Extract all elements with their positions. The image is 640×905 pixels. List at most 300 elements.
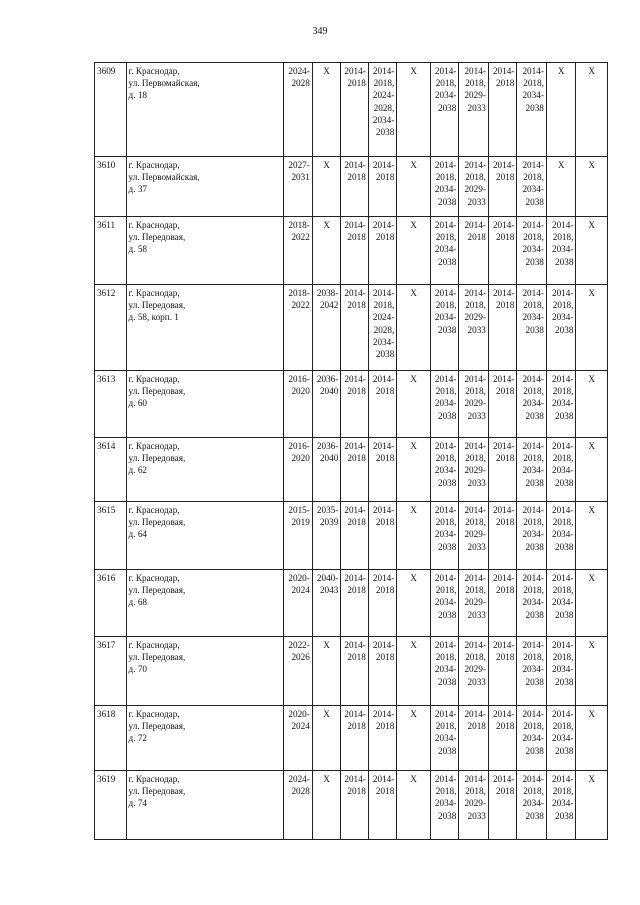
cell-line: 2022 (291, 232, 310, 243)
cell-line: 2018 (375, 232, 395, 243)
record-number: 3618 (95, 706, 127, 771)
cell-line: X (410, 441, 417, 451)
cell-line: 2038 (437, 102, 457, 113)
cell-line: 2018 (496, 232, 515, 243)
period-cell (312, 502, 341, 570)
address-line: д. 64 (128, 529, 148, 540)
cell-line: 2014- (434, 66, 457, 76)
not-applicable-cell (546, 63, 576, 157)
cell-line: 2034- (551, 664, 574, 675)
cell-line: 2033 (467, 810, 486, 821)
cell-line: 2014- (492, 374, 515, 384)
cell-line: X (557, 66, 565, 76)
cell-line: 2038 (555, 324, 574, 335)
cell-line: 2022 (291, 300, 310, 311)
record-number: 3614 (95, 438, 127, 502)
record-number: 3613 (95, 371, 127, 438)
cell-line: 2014- (464, 288, 486, 298)
not-applicable-cell (397, 217, 431, 285)
cell-line: 2018, (435, 585, 457, 596)
cell-line: 2014- (372, 66, 395, 76)
cell-line: 2034- (522, 529, 544, 540)
cell-line: 2014- (344, 774, 366, 784)
cell-line: 2014- (372, 774, 395, 784)
address-line: ул. Первомайская, (128, 172, 200, 183)
record-number: 3612 (95, 285, 127, 371)
cell-line: 2034- (434, 798, 457, 809)
cell-line: 2033 (467, 676, 486, 687)
cell-line: 2034- (551, 398, 574, 409)
cell-line: 2018, (523, 721, 544, 732)
cell-line: 2014- (372, 709, 395, 719)
table-body (95, 63, 608, 840)
address-cell (126, 771, 284, 840)
period-cell (517, 371, 547, 438)
cell-line: 2018, (523, 232, 544, 243)
cell-line: 2018 (347, 652, 366, 663)
cell-line: 2038 (525, 676, 544, 687)
period-cell (459, 217, 489, 285)
period-cell (430, 637, 459, 706)
address-cell (126, 570, 284, 637)
address-line: ул. Передовая, (128, 453, 186, 464)
cell-line: 2014- (464, 774, 486, 784)
cell-line: 2018, (552, 386, 574, 397)
cell-line: 2014- (522, 774, 544, 784)
cell-line: 2014- (492, 640, 515, 650)
cell-line: X (410, 640, 417, 650)
cell-line: 2018 (375, 721, 395, 732)
period-cell (341, 285, 368, 371)
period-cell (517, 285, 547, 371)
address-line: д. 60 (128, 398, 148, 409)
cell-line: X (588, 160, 596, 170)
cell-line: X (323, 66, 330, 76)
period-cell (368, 771, 397, 840)
cell-line: 2028 (291, 78, 310, 89)
cell-line: 2014- (344, 709, 366, 719)
cell-line: 2018, (435, 517, 457, 528)
period-cell (284, 63, 313, 157)
cell-line: 2014- (434, 774, 457, 784)
cell-line: 2014- (551, 288, 574, 298)
cell-line: 2034- (434, 733, 457, 744)
cell-line: 2018, (435, 453, 457, 464)
cell-line: 2038 (555, 609, 574, 620)
cell-line: 2034- (522, 184, 544, 195)
period-cell (341, 771, 368, 840)
address-cell (126, 637, 284, 706)
period-cell (517, 637, 547, 706)
record-number: 3616 (95, 570, 127, 637)
period-cell (368, 706, 397, 771)
cell-line: 2014- (372, 160, 395, 170)
page-number: 349 (312, 26, 328, 37)
cell-line: 2034- (522, 597, 544, 608)
cell-line: 2018, (465, 453, 486, 464)
period-cell (459, 771, 489, 840)
cell-line: 2018 (467, 232, 486, 243)
cell-line: 2018 (375, 585, 395, 596)
address-line: г. Краснодар, (128, 709, 180, 719)
record-number: 3611 (95, 217, 127, 285)
period-cell (488, 502, 517, 570)
cell-line: 2029- (464, 529, 486, 540)
period-cell (341, 637, 368, 706)
cell-line: 2033 (467, 196, 486, 207)
cell-line: 2018 (496, 517, 515, 528)
cell-line: 2018 (347, 786, 366, 797)
cell-line: 2026 (291, 652, 310, 663)
address-cell (126, 438, 284, 502)
cell-line: 2029- (464, 664, 486, 675)
period-cell (517, 706, 547, 771)
cell-line: 2034- (434, 244, 457, 255)
period-cell (546, 285, 576, 371)
not-applicable-cell (576, 371, 608, 438)
period-cell (459, 371, 489, 438)
period-cell (517, 570, 547, 637)
cell-line: 2033 (467, 410, 486, 421)
cell-line: 2018, (465, 172, 486, 183)
cell-line: 2019 (291, 517, 310, 528)
cell-line: 2018, (435, 78, 457, 89)
cell-line: 2024- (288, 774, 310, 784)
period-cell (488, 570, 517, 637)
address-cell (126, 157, 284, 217)
period-cell (488, 771, 517, 840)
period-cell (459, 570, 489, 637)
cell-line: 2018 (375, 517, 395, 528)
period-cell (546, 438, 576, 502)
period-cell (488, 285, 517, 371)
cell-line: 2038 (525, 609, 544, 620)
cell-line: 2014- (344, 640, 366, 650)
cell-line: 2020 (291, 453, 310, 464)
not-applicable-cell (576, 217, 608, 285)
cell-line: X (588, 220, 596, 230)
address-cell (126, 63, 284, 157)
cell-line: 2014- (464, 573, 486, 583)
cell-line: 2034- (434, 529, 457, 540)
address-line: д. 58, корп. 1 (128, 312, 179, 323)
period-cell (284, 706, 313, 771)
cell-line: 2040 (319, 453, 339, 464)
cell-line: 2014- (344, 374, 366, 384)
cell-line: 2029- (464, 184, 486, 195)
cell-line: 2018, (435, 652, 457, 663)
period-cell (517, 63, 547, 157)
cell-line: 2043 (319, 585, 339, 596)
cell-line: 2031 (291, 172, 310, 183)
address-cell (126, 371, 284, 438)
address-line: г. Краснодар, (128, 505, 180, 515)
period-cell (368, 502, 397, 570)
cell-line: 2014- (492, 220, 515, 230)
period-cell (517, 771, 547, 840)
cell-line: 2034- (372, 336, 395, 347)
cell-line: 2014- (522, 160, 544, 170)
cell-line: 2018, (552, 453, 574, 464)
address-line: д. 74 (128, 798, 148, 809)
address-cell (126, 706, 284, 771)
cell-line: 2014- (344, 66, 366, 76)
period-cell (488, 706, 517, 771)
cell-line: 2018, (465, 517, 486, 528)
address-line: д. 18 (128, 90, 148, 101)
cell-line: 2018, (552, 585, 574, 596)
address-line: г. Краснодар, (128, 573, 180, 583)
period-cell (341, 438, 368, 502)
table-row (95, 217, 608, 285)
cell-line: 2024- (372, 90, 395, 101)
cell-line: X (410, 709, 417, 719)
not-applicable-cell (397, 706, 431, 771)
cell-line: 2014- (464, 709, 486, 719)
cell-line: 2014- (372, 505, 395, 515)
record-number: 3609 (95, 63, 127, 157)
cell-line: 2014- (551, 505, 574, 515)
record-number: 3610 (95, 157, 127, 217)
cell-line: 2038 (437, 324, 457, 335)
period-cell (546, 217, 576, 285)
cell-line: 2018 (375, 453, 395, 464)
cell-line: 2014- (464, 640, 486, 650)
record-number: 3617 (95, 637, 127, 706)
cell-line: 2014- (492, 573, 515, 583)
not-applicable-cell (397, 63, 431, 157)
cell-line: X (588, 288, 596, 298)
period-cell (368, 63, 397, 157)
not-applicable-cell (312, 217, 341, 285)
period-cell (488, 63, 517, 157)
period-cell (430, 706, 459, 771)
period-cell (284, 371, 313, 438)
cell-line: 2029- (464, 597, 486, 608)
cell-line: 2036- (316, 441, 339, 451)
not-applicable-cell (576, 157, 608, 217)
cell-line: 2018, (373, 300, 395, 311)
cell-line: 2039 (319, 517, 339, 528)
cell-line: 2018 (496, 172, 515, 183)
cell-line: 2036- (316, 374, 339, 384)
not-applicable-cell (576, 438, 608, 502)
period-cell (341, 371, 368, 438)
cell-line: 2018, (523, 786, 544, 797)
cell-line: 2018 (496, 453, 515, 464)
cell-line: X (588, 709, 596, 719)
cell-line: 2038 (555, 541, 574, 552)
cell-line: 2033 (467, 477, 486, 488)
cell-line: 2014- (522, 66, 544, 76)
cell-line: 2018 (496, 652, 515, 663)
cell-line: 2038 (525, 196, 544, 207)
cell-line: X (323, 774, 330, 784)
cell-line: 2014- (372, 640, 395, 650)
cell-line: 2014- (434, 374, 457, 384)
cell-line: 2038 (375, 349, 395, 360)
cell-line: 2034- (434, 597, 457, 608)
period-cell (546, 371, 576, 438)
cell-line: 2018, (552, 721, 574, 732)
cell-line: 2038 (525, 745, 544, 756)
period-cell (341, 157, 368, 217)
address-line: ул. Передовая, (128, 652, 186, 663)
cell-line: 2033 (467, 324, 486, 335)
cell-line: 2018 (347, 386, 366, 397)
cell-line: 2022- (288, 640, 310, 650)
not-applicable-cell (576, 706, 608, 771)
cell-line: X (588, 441, 596, 451)
cell-line: 2038 (437, 256, 457, 267)
address-line: г. Краснодар, (128, 288, 180, 298)
cell-line: 2018, (523, 585, 544, 596)
cell-line: 2014- (372, 441, 395, 451)
cell-line: X (557, 160, 565, 170)
period-cell (284, 285, 313, 371)
address-line: ул. Передовая, (128, 386, 186, 397)
period-cell (488, 438, 517, 502)
period-cell (341, 217, 368, 285)
period-cell (488, 637, 517, 706)
address-cell (126, 285, 284, 371)
period-cell (430, 570, 459, 637)
cell-line: 2038 (555, 256, 574, 267)
cell-line: X (588, 505, 596, 515)
cell-line: 2034- (551, 465, 574, 476)
period-cell (459, 438, 489, 502)
cell-line: 2018, (465, 386, 486, 397)
record-number: 3615 (95, 502, 127, 570)
cell-line: 2014- (372, 220, 395, 230)
not-applicable-cell (576, 285, 608, 371)
period-cell (368, 637, 397, 706)
cell-line: X (588, 66, 596, 76)
period-cell (430, 438, 459, 502)
address-line: г. Краснодар, (128, 66, 180, 76)
cell-line: 2034- (522, 312, 544, 323)
cell-line: 2014- (492, 66, 515, 76)
cell-line: 2042 (319, 300, 339, 311)
address-line: ул. Передовая, (128, 721, 186, 732)
cell-line: 2014- (492, 441, 515, 451)
period-cell (546, 706, 576, 771)
cell-line: 2014- (551, 374, 574, 384)
not-applicable-cell (397, 285, 431, 371)
cell-line: 2033 (467, 609, 486, 620)
cell-line: 2014- (434, 640, 457, 650)
cell-line: 2018 (347, 517, 366, 528)
period-cell (546, 570, 576, 637)
cell-line: X (323, 160, 330, 170)
cell-line: 2034- (551, 529, 574, 540)
cell-line: X (588, 640, 596, 650)
cell-line: 2018 (347, 78, 366, 89)
period-cell (488, 157, 517, 217)
period-cell (368, 285, 397, 371)
cell-line: 2034- (434, 664, 457, 675)
cell-line: 2038 (555, 810, 574, 821)
cell-line: 2024- (288, 66, 310, 76)
cell-line: 2014- (434, 288, 457, 298)
cell-line: 2016- (288, 441, 310, 451)
cell-line: 2038 (437, 477, 457, 488)
cell-line: 2034- (551, 312, 574, 323)
cell-line: 2038 (525, 810, 544, 821)
cell-line: 2014- (464, 160, 486, 170)
period-cell (312, 570, 341, 637)
cell-line: X (410, 573, 417, 583)
not-applicable-cell (397, 637, 431, 706)
cell-line: 2020- (288, 709, 310, 719)
period-cell (341, 570, 368, 637)
cell-line: 2038 (437, 676, 457, 687)
cell-line: 2038 (555, 410, 574, 421)
cell-line: 2038 (437, 810, 457, 821)
not-applicable-cell (576, 771, 608, 840)
period-cell (488, 371, 517, 438)
period-cell (430, 217, 459, 285)
address-line: г. Краснодар, (128, 374, 180, 384)
cell-line: 2034- (522, 733, 544, 744)
period-cell (430, 771, 459, 840)
period-cell (430, 502, 459, 570)
cell-line: 2029- (464, 398, 486, 409)
cell-line: 2033 (467, 102, 486, 113)
period-cell (341, 63, 368, 157)
cell-line: 2018, (523, 78, 544, 89)
cell-line: 2014- (434, 709, 457, 719)
cell-line: 2018- (288, 288, 310, 298)
cell-line: 2018, (552, 517, 574, 528)
cell-line: 2014- (522, 640, 544, 650)
cell-line: 2018 (347, 585, 366, 596)
cell-line: 2034- (522, 798, 544, 809)
cell-line: 2014- (464, 505, 486, 515)
period-cell (546, 771, 576, 840)
cell-line: 2018 (496, 78, 515, 89)
cell-line: 2014- (492, 288, 515, 298)
cell-line: 2034- (551, 798, 574, 809)
period-cell (459, 706, 489, 771)
cell-line: 2038 (525, 477, 544, 488)
cell-line: X (588, 774, 596, 784)
cell-line: 2018, (373, 78, 395, 89)
cell-line: X (323, 220, 330, 230)
cell-line: 2034- (434, 312, 457, 323)
address-cell (126, 217, 284, 285)
period-cell (459, 157, 489, 217)
cell-line: 2018, (523, 386, 544, 397)
not-applicable-cell (397, 371, 431, 438)
period-cell (368, 570, 397, 637)
period-cell (430, 285, 459, 371)
housing-registry-table (94, 62, 608, 840)
cell-line: 2038 (437, 609, 457, 620)
period-cell (284, 570, 313, 637)
address-line: г. Краснодар, (128, 640, 180, 650)
cell-line: 2028, (373, 324, 395, 335)
cell-line: 2014- (372, 374, 395, 384)
not-applicable-cell (312, 63, 341, 157)
cell-line: 2034- (551, 244, 574, 255)
cell-line: 2018 (375, 172, 395, 183)
cell-line: 2027- (288, 160, 310, 170)
cell-line: 2014- (492, 505, 515, 515)
cell-line: 2016- (288, 374, 310, 384)
period-cell (284, 771, 313, 840)
cell-line: 2018 (347, 172, 366, 183)
